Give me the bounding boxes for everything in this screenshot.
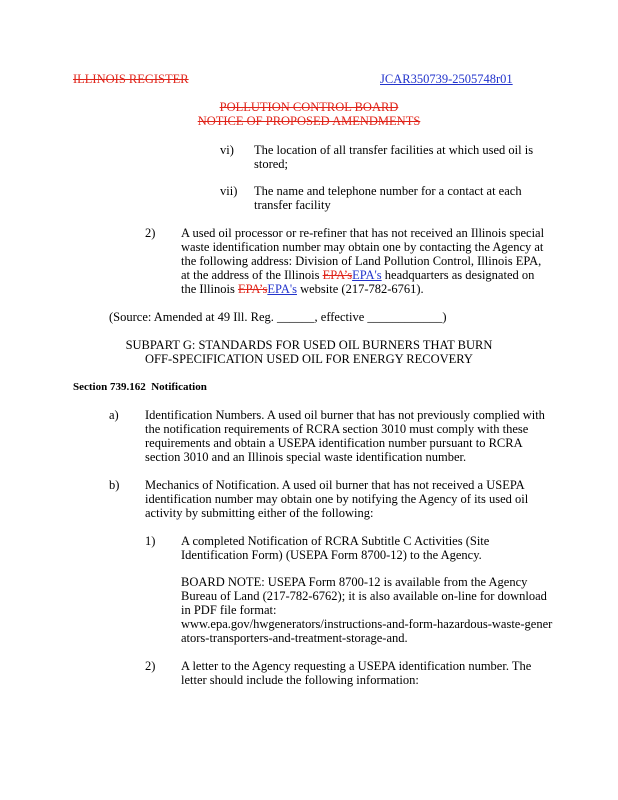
sub-1-line-2: Identification Form) (USEPA Form 8700-12) to the Agency.: [181, 548, 482, 562]
register-title: ILLINOIS REGISTER: [73, 72, 189, 86]
section-heading: [73, 380, 207, 394]
section-number: Section 739.162: [73, 381, 146, 393]
board-note-line-2: Bureau of Land (217-782-6762); it is also available on-line for download: [181, 589, 547, 603]
item-vii-number: vii): [220, 184, 238, 198]
deleted-text: EPA’s: [237, 282, 268, 296]
item-vi-line-1: The location of all transfer facilities at which used oil is: [254, 143, 534, 157]
para-b-line-1: Mechanics of Notification. A used oil burner that has not received a USEPA: [145, 478, 525, 492]
sub-1-line-1: A completed Notification of RCRA Subtitle C Activities (Site: [181, 534, 490, 548]
item-2-line-1: A used oil processor or re-refiner that has not received an Illinois special: [181, 226, 545, 240]
para-a-line-4: section 3010 and an Illinois special waste identification number.: [145, 450, 467, 464]
subpart-heading-line-1: SUBPART G: STANDARDS FOR USED OIL BURNERS THAT BURN: [125, 338, 493, 352]
item-2-number: 2): [145, 226, 156, 240]
item-2-line-5-tail: website (217-782-6761).: [296, 282, 424, 296]
sub-2-line-1: A letter to the Agency requesting a USEPA identification number. The: [181, 659, 532, 673]
board-note-line-3: in PDF file format:: [181, 603, 277, 617]
item-vi-line-2: stored;: [254, 157, 289, 171]
sub-2-number: 2): [145, 659, 156, 673]
para-a-number: a): [109, 408, 119, 422]
notice-title: NOTICE OF PROPOSED AMENDMENTS: [197, 114, 421, 128]
item-2-line-4-text: at the address of the Illinois: [181, 268, 323, 282]
jcar-code: JCAR350739-2505748r01: [380, 72, 513, 86]
inserted-text: EPA's: [267, 282, 297, 296]
para-b-line-2: identification number may obtain one by notifying the Agency of its used oil: [145, 492, 529, 506]
source-note: (Source: Amended at 49 Ill. Reg. ______, effective ____________): [109, 310, 447, 324]
sub-2-line-2: letter should include the following information:: [181, 673, 419, 687]
inserted-text: EPA's: [352, 268, 382, 282]
board-note-url-2: ators-transporters-and-treatment-storage-and.: [181, 631, 408, 645]
section-title: Notification: [151, 381, 207, 393]
para-b-line-3: activity by submitting either of the following:: [145, 506, 374, 520]
subpart-heading-line-2: OFF-SPECIFICATION USED OIL FOR ENERGY RECOVERY: [145, 352, 473, 366]
item-2-line-4: [181, 268, 534, 282]
item-vii-line-2: transfer facility: [254, 198, 331, 212]
para-a-line-1: Identification Numbers. A used oil burner that has not previously complied with: [145, 408, 545, 422]
sub-1-number: 1): [145, 534, 156, 548]
item-2-line-3: the following address: Division of Land Pollution Control, Illinois EPA,: [181, 254, 542, 268]
deleted-text: EPA’s: [322, 268, 353, 282]
board-note-line-1: BOARD NOTE: USEPA Form 8700-12 is available from the Agency: [181, 575, 528, 589]
para-a-line-3: requirements and obtain a USEPA identification number pursuant to RCRA: [145, 436, 523, 450]
item-2-line-5: [181, 282, 424, 296]
item-2-line-4-tail: headquarters as designated on: [381, 268, 535, 282]
item-vi-number: vi): [220, 143, 234, 157]
para-a-line-2: the notification requirements of RCRA section 3010 must comply with these: [145, 422, 529, 436]
item-vii-line-1: The name and telephone number for a contact at each: [254, 184, 522, 198]
item-2-line-5-text: the Illinois: [181, 282, 238, 296]
board-name: POLLUTION CONTROL BOARD: [219, 100, 399, 114]
board-note-url-1: www.epa.gov/hwgenerators/instructions-and-form-hazardous-waste-gener: [181, 617, 553, 631]
para-b-number: b): [109, 478, 120, 492]
item-2-line-2: waste identification number may obtain one by contacting the Agency at: [181, 240, 544, 254]
